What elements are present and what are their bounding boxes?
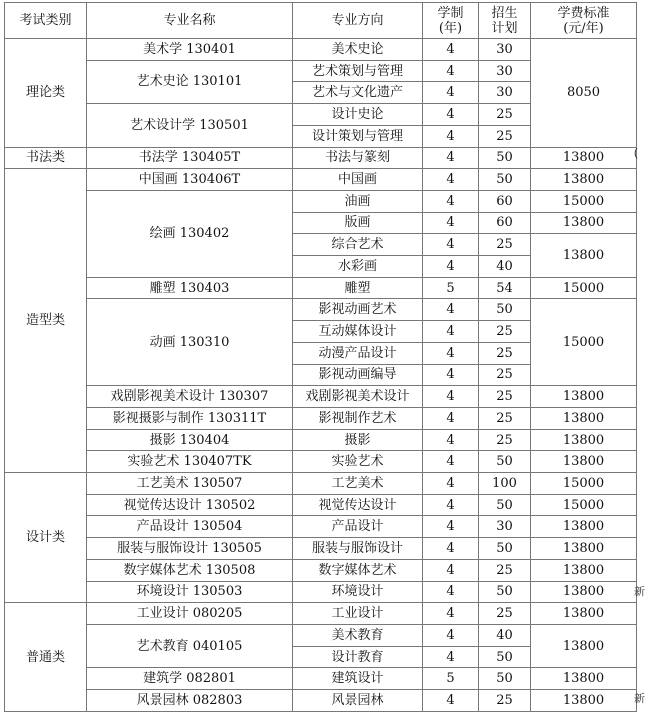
- duration-cell: 4: [423, 104, 479, 126]
- fee-cell: 13800: [531, 212, 637, 234]
- major-cell: 风景园林 082803: [87, 690, 293, 712]
- direction-cell: 数字媒体艺术: [293, 559, 423, 581]
- duration-cell: 4: [423, 169, 479, 191]
- direction-cell: 版画: [293, 212, 423, 234]
- direction-cell: 影视制作艺术: [293, 407, 423, 429]
- quota-cell: 25: [479, 234, 531, 256]
- major-cell: 影视摄影与制作 130311T: [87, 407, 293, 429]
- header-row: [5, 3, 637, 39]
- quota-cell: 50: [479, 451, 531, 473]
- quota-cell: 25: [479, 429, 531, 451]
- header-duration: [423, 3, 479, 39]
- fee-cell: 15000: [531, 190, 637, 212]
- table-row: [5, 429, 637, 451]
- major-cell: 雕塑 130403: [87, 277, 293, 299]
- table-row: [5, 690, 637, 712]
- quota-cell: 100: [479, 473, 531, 495]
- header-fee-line1: 学费标准: [557, 5, 610, 21]
- quota-cell: 50: [479, 581, 531, 603]
- major-cell: 中国画 130406T: [87, 169, 293, 191]
- major-cell: 摄影 130404: [87, 429, 293, 451]
- duration-cell: 4: [423, 256, 479, 278]
- quota-cell: 50: [479, 668, 531, 690]
- direction-cell: 影视动画艺术: [293, 299, 423, 321]
- header-major: 专业名称: [87, 3, 293, 39]
- quota-cell: 25: [479, 407, 531, 429]
- direction-cell: 雕塑: [293, 277, 423, 299]
- tuition-table: [4, 2, 637, 712]
- duration-cell: 5: [423, 668, 479, 690]
- direction-cell: 设计策划与管理: [293, 125, 423, 147]
- direction-cell: 工艺美术: [293, 473, 423, 495]
- direction-cell: 动漫产品设计: [293, 342, 423, 364]
- table-row: [5, 277, 637, 299]
- major-cell: 美术学 130401: [87, 39, 293, 61]
- table-row: [5, 538, 637, 560]
- major-cell: 服装与服饰设计 130505: [87, 538, 293, 560]
- quota-cell: 50: [479, 299, 531, 321]
- direction-cell: 摄影: [293, 429, 423, 451]
- cropped-edge-text: 新: [634, 693, 645, 705]
- duration-cell: 4: [423, 516, 479, 538]
- table-row: [5, 190, 637, 212]
- major-cell: 工业设计 080205: [87, 603, 293, 625]
- major-cell: 工艺美术 130507: [87, 473, 293, 495]
- major-cell: 艺术教育 040105: [87, 624, 293, 667]
- header-fee-line2: (元/年): [563, 20, 604, 36]
- direction-cell: 服装与服饰设计: [293, 538, 423, 560]
- direction-cell: 美术教育: [293, 624, 423, 646]
- fee-cell: 13800: [531, 516, 637, 538]
- quota-cell: 30: [479, 82, 531, 104]
- direction-cell: 戏剧影视美术设计: [293, 386, 423, 408]
- direction-cell: 美术史论: [293, 39, 423, 61]
- direction-cell: 中国画: [293, 169, 423, 191]
- quota-cell: 25: [479, 364, 531, 386]
- duration-cell: 4: [423, 321, 479, 343]
- table-row: [5, 451, 637, 473]
- fee-cell: 13800: [531, 690, 637, 712]
- direction-cell: 产品设计: [293, 516, 423, 538]
- duration-cell: 4: [423, 646, 479, 668]
- table-row: [5, 473, 637, 495]
- direction-cell: 建筑设计: [293, 668, 423, 690]
- fee-cell: 13800: [531, 169, 637, 191]
- direction-cell: 油画: [293, 190, 423, 212]
- fee-cell: 15000: [531, 473, 637, 495]
- direction-cell: 书法与篆刻: [293, 147, 423, 169]
- duration-cell: 4: [423, 429, 479, 451]
- direction-cell: 工业设计: [293, 603, 423, 625]
- header-duration-line1: 学制: [437, 5, 464, 21]
- duration-cell: 4: [423, 342, 479, 364]
- fee-cell: 13800: [531, 538, 637, 560]
- major-cell: 艺术史论 130101: [87, 60, 293, 103]
- table-row: [5, 581, 637, 603]
- header-duration-line2: (年): [438, 20, 463, 36]
- header-quota: [479, 3, 531, 39]
- major-cell: 动画 130310: [87, 299, 293, 386]
- table-row: [5, 39, 637, 61]
- fee-cell: 13800: [531, 668, 637, 690]
- fee-cell: 15000: [531, 494, 637, 516]
- fee-cell: 13800: [531, 147, 637, 169]
- direction-cell: 设计史论: [293, 104, 423, 126]
- header-fee: [531, 3, 637, 39]
- major-cell: 实验艺术 130407TK: [87, 451, 293, 473]
- direction-cell: 实验艺术: [293, 451, 423, 473]
- duration-cell: 4: [423, 581, 479, 603]
- quota-cell: 30: [479, 516, 531, 538]
- quota-cell: 30: [479, 39, 531, 61]
- table-row: [5, 494, 637, 516]
- duration-cell: 4: [423, 82, 479, 104]
- duration-cell: 4: [423, 407, 479, 429]
- quota-cell: 60: [479, 190, 531, 212]
- duration-cell: 4: [423, 39, 479, 61]
- duration-cell: 4: [423, 451, 479, 473]
- header-quota-line1: 招生: [491, 5, 518, 21]
- major-cell: 建筑学 082801: [87, 668, 293, 690]
- cropped-edge-text: (: [634, 147, 638, 159]
- duration-cell: 4: [423, 190, 479, 212]
- quota-cell: 50: [479, 494, 531, 516]
- quota-cell: 50: [479, 147, 531, 169]
- fee-cell: 13800: [531, 581, 637, 603]
- quota-cell: 50: [479, 646, 531, 668]
- header-quota-line2: 计划: [491, 20, 518, 36]
- direction-cell: 环境设计: [293, 581, 423, 603]
- table-row: [5, 407, 637, 429]
- duration-cell: 4: [423, 125, 479, 147]
- fee-cell: 13800: [531, 234, 637, 277]
- duration-cell: 4: [423, 690, 479, 712]
- major-cell: 戏剧影视美术设计 130307: [87, 386, 293, 408]
- quota-cell: 40: [479, 256, 531, 278]
- table-row: [5, 386, 637, 408]
- fee-cell: 15000: [531, 277, 637, 299]
- direction-cell: 互动媒体设计: [293, 321, 423, 343]
- quota-cell: 60: [479, 212, 531, 234]
- direction-cell: 设计教育: [293, 646, 423, 668]
- quota-cell: 25: [479, 386, 531, 408]
- fee-cell: 15000: [531, 299, 637, 386]
- quota-cell: 40: [479, 624, 531, 646]
- table-row: [5, 668, 637, 690]
- quota-cell: 25: [479, 321, 531, 343]
- duration-cell: 4: [423, 603, 479, 625]
- fee-cell: 13800: [531, 603, 637, 625]
- quota-cell: 54: [479, 277, 531, 299]
- fee-cell: 13800: [531, 386, 637, 408]
- duration-cell: 4: [423, 473, 479, 495]
- table-row: [5, 603, 637, 625]
- table-row: [5, 624, 637, 646]
- cropped-edge-text: 新: [634, 586, 645, 598]
- category-cell: 造型类: [5, 169, 87, 473]
- fee-cell: 13800: [531, 624, 637, 667]
- quota-cell: 30: [479, 60, 531, 82]
- duration-cell: 4: [423, 299, 479, 321]
- direction-cell: 水彩画: [293, 256, 423, 278]
- major-cell: 环境设计 130503: [87, 581, 293, 603]
- direction-cell: 艺术策划与管理: [293, 60, 423, 82]
- fee-cell: 13800: [531, 429, 637, 451]
- duration-cell: 4: [423, 538, 479, 560]
- category-cell: 书法类: [5, 147, 87, 169]
- duration-cell: 4: [423, 147, 479, 169]
- header-direction: 专业方向: [293, 3, 423, 39]
- quota-cell: 50: [479, 538, 531, 560]
- table-row: [5, 516, 637, 538]
- table-row: [5, 147, 637, 169]
- fee-cell: 13800: [531, 559, 637, 581]
- table-row: [5, 559, 637, 581]
- table-row: [5, 299, 637, 321]
- quota-cell: 50: [479, 169, 531, 191]
- major-cell: 艺术设计学 130501: [87, 104, 293, 147]
- fee-cell: 13800: [531, 407, 637, 429]
- header-category: 考试类别: [5, 3, 87, 39]
- duration-cell: 4: [423, 364, 479, 386]
- quota-cell: 25: [479, 559, 531, 581]
- quota-cell: 25: [479, 104, 531, 126]
- direction-cell: 影视动画编导: [293, 364, 423, 386]
- category-cell: 理论类: [5, 39, 87, 148]
- duration-cell: 4: [423, 559, 479, 581]
- quota-cell: 25: [479, 125, 531, 147]
- major-cell: 书法学 130405T: [87, 147, 293, 169]
- duration-cell: 4: [423, 624, 479, 646]
- duration-cell: 4: [423, 386, 479, 408]
- duration-cell: 4: [423, 60, 479, 82]
- duration-cell: 5: [423, 277, 479, 299]
- direction-cell: 综合艺术: [293, 234, 423, 256]
- quota-cell: 25: [479, 690, 531, 712]
- major-cell: 数字媒体艺术 130508: [87, 559, 293, 581]
- category-cell: 设计类: [5, 473, 87, 603]
- table-row: [5, 169, 637, 191]
- direction-cell: 风景园林: [293, 690, 423, 712]
- direction-cell: 艺术与文化遗产: [293, 82, 423, 104]
- major-cell: 产品设计 130504: [87, 516, 293, 538]
- duration-cell: 4: [423, 494, 479, 516]
- major-cell: 绘画 130402: [87, 190, 293, 277]
- direction-cell: 视觉传达设计: [293, 494, 423, 516]
- major-cell: 视觉传达设计 130502: [87, 494, 293, 516]
- fee-cell: 8050: [531, 39, 637, 148]
- duration-cell: 4: [423, 212, 479, 234]
- quota-cell: 25: [479, 342, 531, 364]
- category-cell: 普通类: [5, 603, 87, 712]
- duration-cell: 4: [423, 234, 479, 256]
- fee-cell: 13800: [531, 451, 637, 473]
- quota-cell: 25: [479, 603, 531, 625]
